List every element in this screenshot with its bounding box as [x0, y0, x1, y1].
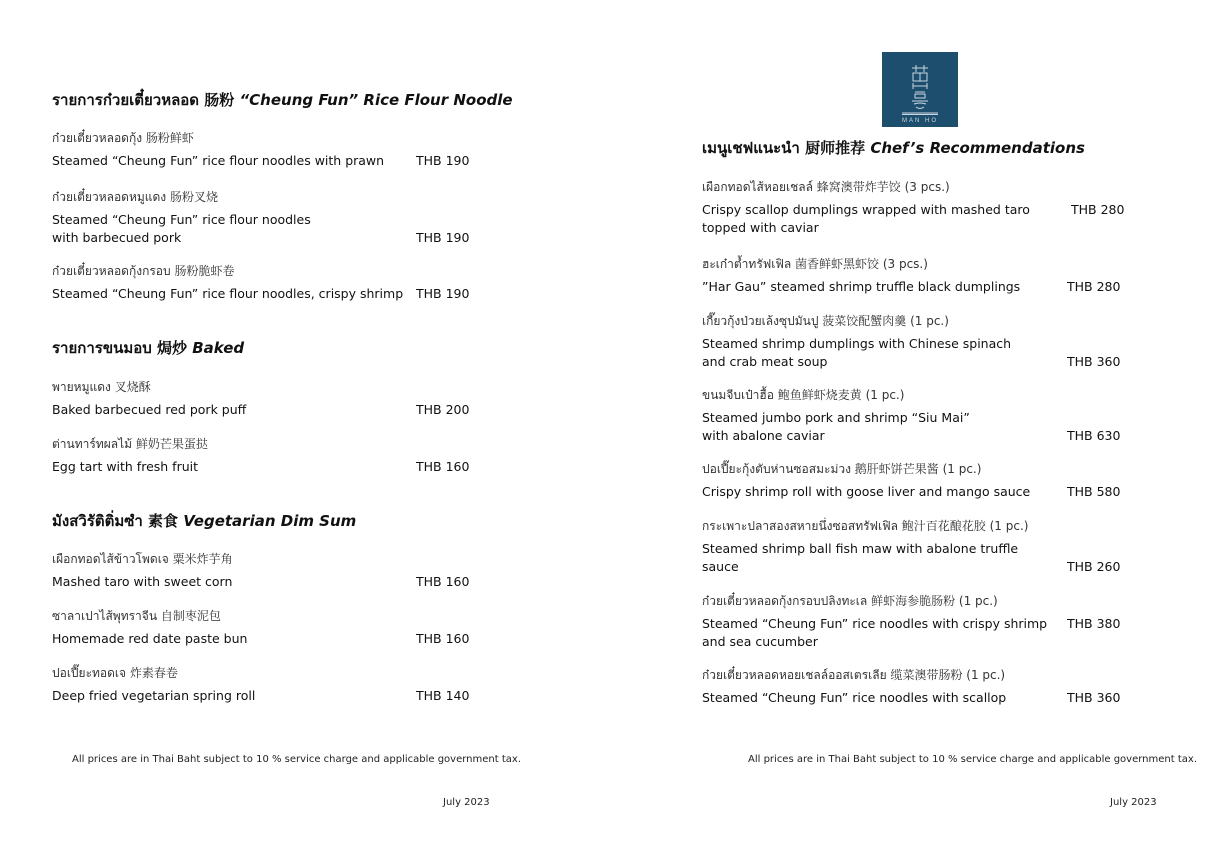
- item-native-name: เผือกทอดไส้หอยเชลล์ 蜂窝澳带炸芋饺 (3 pcs.): [702, 180, 950, 194]
- menu-item: [702, 386, 1142, 445]
- item-desc-line: Homemade red date paste bun: [52, 631, 248, 646]
- section-title-english: Chef’s Recommendations: [870, 139, 1085, 157]
- logo-wordmark: MAN HO: [902, 118, 938, 124]
- menu-item: [702, 178, 1142, 237]
- item-native-name: ปอเปี๊ยะกุ้งตับห่านซอสมะม่วง 鹅肝虾饼芒果酱 (1 pc.): [702, 462, 982, 476]
- item-price: THB 190: [416, 230, 470, 245]
- menu-item: [702, 460, 1142, 501]
- menu-item: [702, 517, 1142, 576]
- item-desc-line: sauce: [702, 559, 739, 574]
- item-price: THB 160: [416, 459, 470, 474]
- item-price: THB 380: [1067, 616, 1121, 631]
- item-desc-line: topped with caviar: [702, 220, 819, 235]
- item-desc-line: and crab meat soup: [702, 354, 828, 369]
- menu-item: [702, 666, 1142, 707]
- item-price: THB 160: [416, 631, 470, 646]
- item-description: [702, 689, 1142, 707]
- section-title-english: Vegetarian Dim Sum: [183, 512, 357, 530]
- item-desc-line: Deep fried vegetarian spring roll: [52, 688, 256, 703]
- item-desc-line: and sea cucumber: [702, 634, 818, 649]
- item-native-name: ฮะเก๋าต้ำทรัฟเฟิล 菌香鲜虾黑虾饺 (3 pcs.): [702, 257, 928, 271]
- right-menu-page: [608, 0, 1217, 861]
- item-desc-line: Steamed shrimp dumplings with Chinese spinach: [702, 336, 1012, 351]
- menu-item: [52, 664, 492, 705]
- man-ho-logo: [882, 52, 958, 127]
- item-description: [52, 401, 492, 419]
- item-desc-line: Mashed taro with sweet corn: [52, 574, 233, 589]
- item-description: [702, 201, 1142, 237]
- item-description: [52, 630, 492, 648]
- item-description: [702, 409, 1142, 445]
- item-price: THB 630: [1067, 428, 1121, 443]
- item-description: [702, 278, 1142, 296]
- item-native-name: กระเพาะปลาสองสหายนึ่งซอสทรัฟเฟิล 鲍汁百花酿花胶 (1 pc.): [702, 519, 1029, 533]
- footer-date: July 2023: [443, 797, 490, 808]
- item-desc-line: Steamed jumbo pork and shrimp “Siu Mai”: [702, 410, 970, 425]
- menu-item: [702, 312, 1142, 371]
- item-description: [52, 573, 492, 591]
- item-description: [52, 687, 492, 705]
- item-price: THB 190: [416, 153, 470, 168]
- item-desc-line: Steamed “Cheung Fun” rice noodles with scallop: [702, 690, 1007, 705]
- item-native-name: ก๋วยเตี๋ยวหลอดกุ้ง 肠粉鲜虾: [52, 131, 194, 145]
- item-description: [52, 152, 492, 170]
- left-menu-page: [0, 0, 608, 861]
- section-title-native: รายการขนมอบ 焗炒: [52, 339, 187, 357]
- menu-item: [702, 592, 1142, 651]
- item-price: THB 140: [416, 688, 470, 703]
- item-desc-line: Steamed “Cheung Fun” rice flour noodles, crispy shrimp: [52, 286, 404, 301]
- item-price: THB 260: [1067, 559, 1121, 574]
- item-desc-line: Steamed “Cheung Fun” rice flour noodles: [52, 212, 311, 227]
- item-description: [52, 458, 492, 476]
- item-native-name: เผือกทอดไส้ข้าวโพดเจ 粟米炸芋角: [52, 552, 233, 566]
- item-description: [702, 615, 1142, 651]
- footer-price-note: All prices are in Thai Baht subject to 10 % service charge and applicable government tax.: [72, 754, 521, 765]
- item-native-name: ขนมจีบเป๋าฮื้อ 鲍鱼鲜虾烧麦黄 (1 pc.): [702, 388, 905, 402]
- item-price: THB 160: [416, 574, 470, 589]
- item-price: THB 360: [1067, 690, 1121, 705]
- item-price: THB 580: [1067, 484, 1121, 499]
- section-title-native: เมนูเชฟแนะนำ 厨师推荐: [702, 139, 866, 157]
- menu-item: [702, 255, 1142, 296]
- item-native-name: ต่านทาร์ทผลไม้ 鲜奶芒果蛋挞: [52, 437, 208, 451]
- item-desc-line: Crispy shrimp roll with goose liver and mango sauce: [702, 484, 1031, 499]
- item-description: [52, 285, 492, 303]
- section-title-native: มังสวิรัติติ่มซำ 素食: [52, 512, 179, 530]
- item-description: [702, 483, 1142, 501]
- item-price: THB 200: [416, 402, 470, 417]
- section-title-cheung-fun: [52, 88, 513, 112]
- item-desc-line: with abalone caviar: [702, 428, 825, 443]
- item-native-name: ก๋วยเตี๋ยวหลอดหมูแดง 肠粉叉烧: [52, 190, 218, 204]
- menu-item: [52, 435, 492, 476]
- menu-item: [52, 188, 492, 247]
- footer-date: July 2023: [1110, 797, 1157, 808]
- item-price: THB 190: [416, 286, 470, 301]
- menu-item: [52, 129, 492, 170]
- item-native-name: เกี๊ยวกุ้งป่วยเล้งซุปมันปู 菠菜饺配蟹肉羹 (1 pc.): [702, 314, 949, 328]
- item-desc-line: Steamed shrimp ball fish maw with abalone truffle: [702, 541, 1019, 556]
- item-native-name: ก๋วยเตี๋ยวหลอดหอยเชลล์ออสเตรเลีย 缆菜澳带肠粉 (1 pc.): [702, 668, 1006, 682]
- menu-item: [52, 550, 492, 591]
- item-desc-line: Crispy scallop dumplings wrapped with mashed taro: [702, 202, 1030, 217]
- item-native-name: ซาลาเปาไส้พุทราจีน 自制枣泥包: [52, 609, 221, 623]
- item-description: [52, 211, 492, 247]
- item-desc-line: Steamed “Cheung Fun” rice flour noodles with prawn: [52, 153, 385, 168]
- logo-emblem-icon: [882, 52, 958, 127]
- section-title-vegetarian: [52, 509, 356, 533]
- menu-item: [52, 262, 492, 303]
- item-description: [702, 335, 1142, 371]
- menu-item: [52, 607, 492, 648]
- item-desc-line: with barbecued pork: [52, 230, 182, 245]
- footer-price-note: All prices are in Thai Baht subject to 10 % service charge and applicable government tax.: [748, 754, 1197, 765]
- item-desc-line: ”Har Gau” steamed shrimp truffle black dumplings: [702, 279, 1021, 294]
- item-price: THB 360: [1067, 354, 1121, 369]
- item-description: [702, 540, 1142, 576]
- menu-item: [52, 378, 492, 419]
- section-title-chef-recommendations: [702, 136, 1085, 160]
- section-title-english: Baked: [192, 339, 245, 357]
- item-native-name: ปอเปี๊ยะทอดเจ 炸素春卷: [52, 666, 178, 680]
- section-title-english: “Cheung Fun” Rice Flour Noodle: [239, 91, 513, 109]
- item-desc-line: Steamed “Cheung Fun” rice noodles with crispy shrimp: [702, 616, 1048, 631]
- section-title-baked: [52, 336, 244, 360]
- item-native-name: ก๋วยเตี๋ยวหลอดกุ้งกรอบปลิงทะเล 鲜虾海参脆肠粉 (1 pc.): [702, 594, 998, 608]
- item-desc-line: Baked barbecued red pork puff: [52, 402, 247, 417]
- section-title-native: รายการก๋วยเตี๋ยวหลอด 肠粉: [52, 91, 235, 109]
- item-price: THB 280: [1071, 202, 1125, 217]
- item-native-name: พายหมูแดง 叉烧酥: [52, 380, 151, 394]
- item-desc-line: Egg tart with fresh fruit: [52, 459, 199, 474]
- item-price: THB 280: [1067, 279, 1121, 294]
- item-native-name: ก๋วยเตี๋ยวหลอดกุ้งกรอบ 肠粉脆虾卷: [52, 264, 235, 278]
